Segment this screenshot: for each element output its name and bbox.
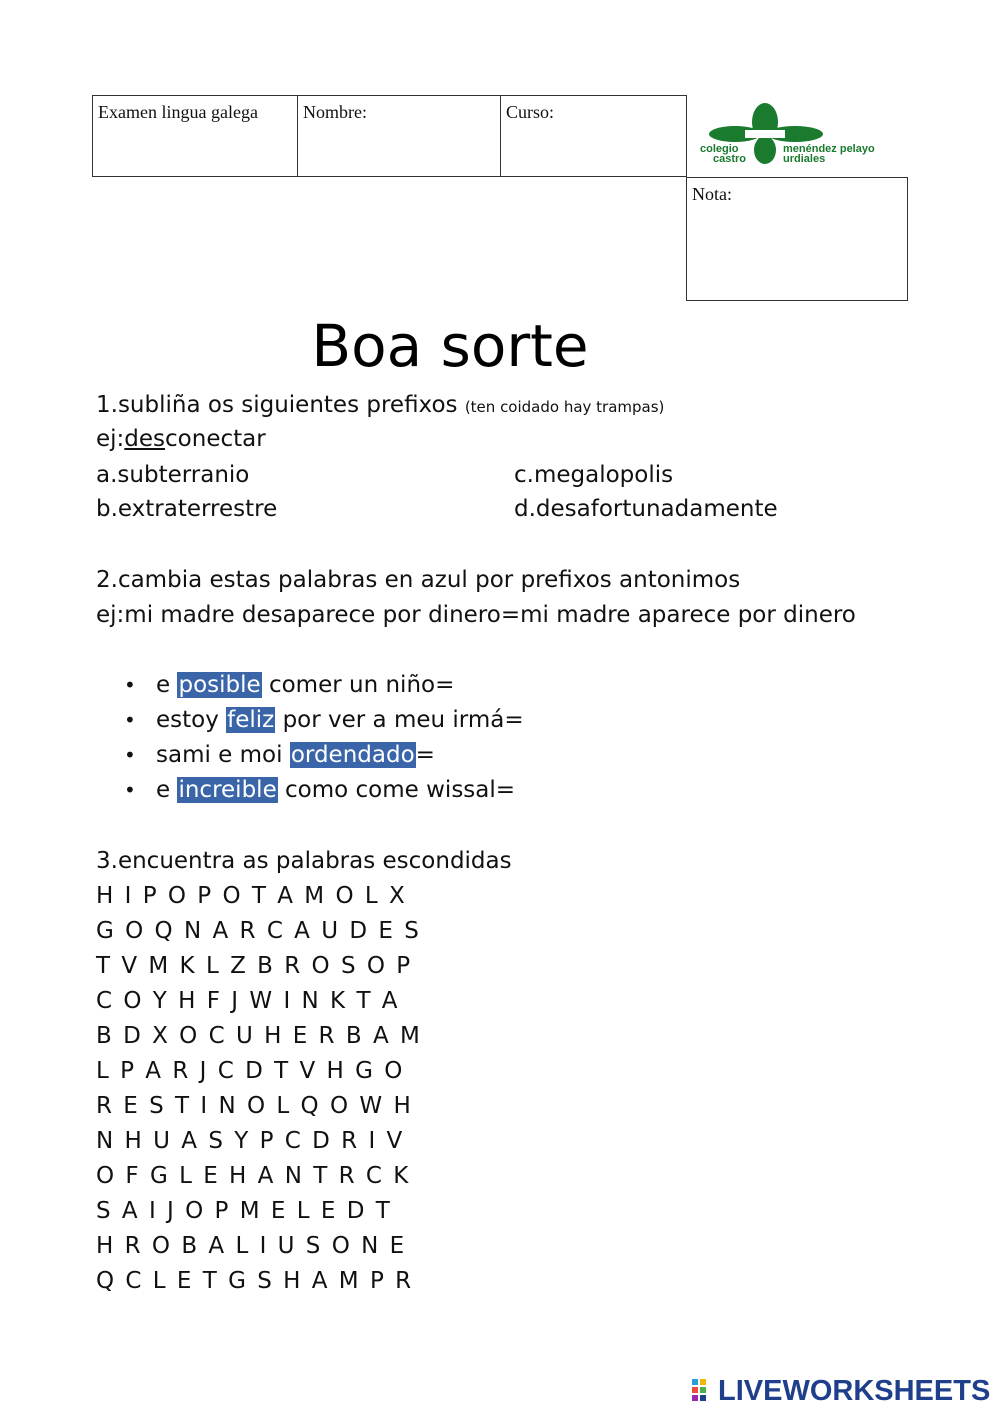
word-search-row[interactable]: B D X O C U H E R B A M [96, 1023, 422, 1049]
q1-heading-text: 1.subliña os siguientes prefixos [96, 392, 458, 418]
q1-item-b[interactable]: b.extraterrestre [96, 496, 278, 522]
word-search-row[interactable]: S A I J O P M E L E D T [96, 1198, 392, 1224]
q1-note: (ten coidado hay trampas) [464, 398, 665, 416]
bullet-text-before: e [156, 777, 178, 803]
highlighted-word: feliz [227, 707, 275, 733]
bullet-dot: • [124, 708, 136, 732]
bullet-dot: • [124, 743, 136, 767]
q2-bullet-3 [124, 738, 435, 772]
word-search-row[interactable]: T V M K L Z B R O S O P [96, 953, 413, 979]
q1-example-prefix: ej: [96, 426, 125, 452]
highlighted-word: ordendado [290, 742, 415, 768]
bullet-text-after[interactable]: como come wissal= [277, 777, 516, 803]
q1-example-underlined: des [124, 426, 166, 452]
q2-bullet-1 [124, 668, 454, 702]
course-cell[interactable] [500, 95, 687, 177]
logo-line2-right: urdiales [783, 153, 826, 165]
q1-item-c[interactable]: c.megalopolis [514, 462, 674, 488]
bullet-dot: • [124, 673, 136, 697]
word-search-row[interactable]: O F G L E H A N T R C K [96, 1163, 411, 1189]
word-search-row[interactable]: H R O B A L I U S O N E [96, 1233, 407, 1259]
bullet-dot: • [124, 778, 136, 802]
q2-heading: 2.cambia estas palabras en azul por prefixos antonimos [96, 567, 741, 593]
word-search-row[interactable]: L P A R J C D T V H G O [96, 1058, 405, 1084]
q2-bullet-4 [124, 773, 515, 807]
bullet-text-before: e [156, 672, 178, 698]
word-search-row[interactable]: R E S T I N O L Q O W H [96, 1093, 413, 1119]
logo-line2-left: castro [713, 153, 747, 165]
highlighted-word: posible [178, 672, 261, 698]
page-title: Boa sorte [311, 312, 589, 380]
q1-heading [96, 390, 664, 422]
bullet-text-before: estoy [156, 707, 227, 733]
bullet-text-after[interactable]: = [415, 742, 435, 768]
q1-item-d[interactable]: d.desafortunadamente [514, 496, 778, 522]
q1-example [96, 424, 266, 454]
q2-bullet-2 [124, 703, 524, 737]
q2-example: ej:mi madre desaparece por dinero=mi madre aparece por dinero [96, 602, 856, 628]
highlighted-word: increible [178, 777, 277, 803]
course-label: Curso: [506, 102, 555, 122]
liveworksheets-icon [692, 1379, 714, 1403]
logo-line1-left: colegio [700, 143, 739, 155]
school-logo [695, 100, 905, 168]
q3-heading: 3.encuentra as palabras escondidas [96, 848, 512, 874]
liveworksheets-brand [692, 1374, 990, 1408]
word-search-row[interactable]: N H U A S Y P C D R I V [96, 1128, 405, 1154]
word-search-row[interactable]: H I P O P O T A M O L X [96, 883, 407, 909]
word-search-row[interactable]: G O Q N A R C A U D E S [96, 918, 421, 944]
bullet-text-before: sami e moi [156, 742, 290, 768]
grade-label: Nota: [692, 184, 732, 204]
exam-label: Examen lingua galega [98, 102, 258, 122]
word-search-row[interactable]: C O Y H F J W I N K T A [96, 988, 400, 1014]
bullet-text-after[interactable]: por ver a meu irmá= [275, 707, 524, 733]
grade-cell[interactable] [686, 177, 908, 301]
liveworksheets-text: LIVEWORKSHEETS [718, 1374, 991, 1407]
name-label: Nombre: [303, 102, 367, 122]
logo-line1-right: menéndez pelayo [783, 143, 875, 155]
exam-cell [92, 95, 298, 177]
q1-item-a[interactable]: a.subterranio [96, 462, 250, 488]
name-cell[interactable] [297, 95, 501, 177]
bullet-text-after[interactable]: comer un niño= [261, 672, 455, 698]
word-search-row[interactable]: Q C L E T G S H A M P R [96, 1268, 414, 1294]
q1-example-rest: conectar [165, 426, 266, 452]
